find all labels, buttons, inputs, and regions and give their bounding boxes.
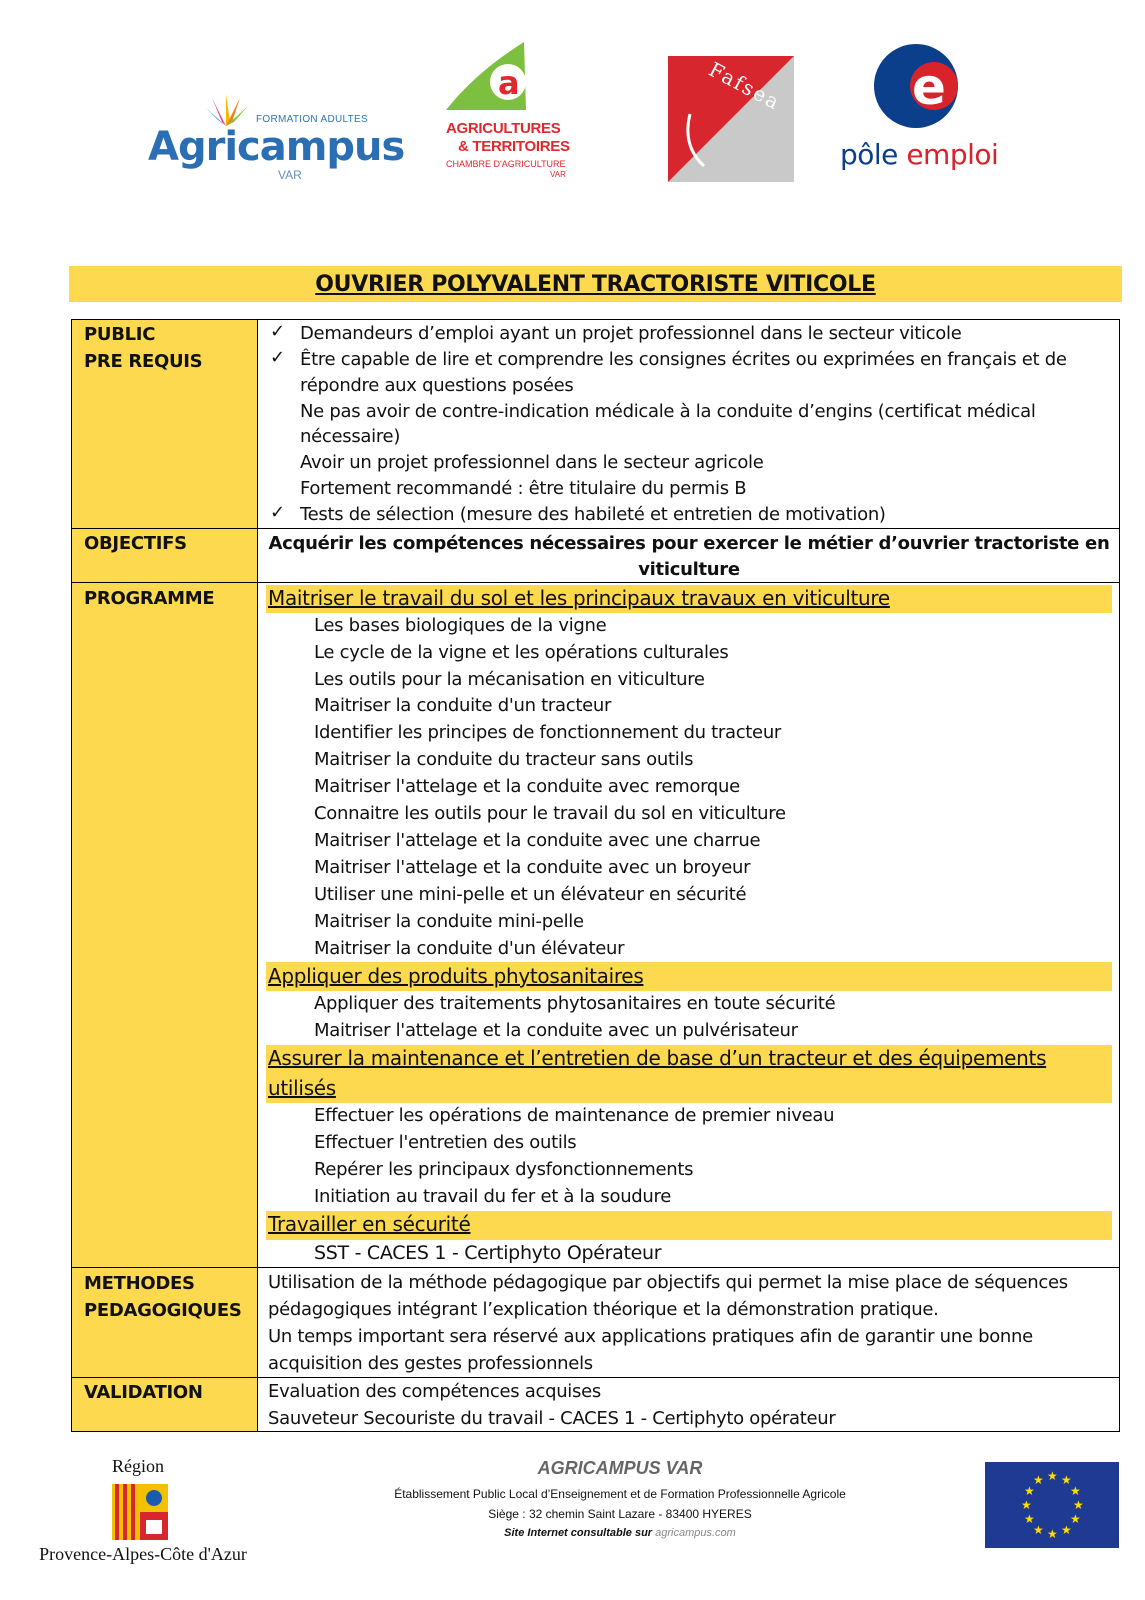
pole-emploi-logo [840, 42, 1020, 182]
svg-text:★: ★ [1073, 1498, 1084, 1512]
svg-text:★: ★ [1061, 1523, 1072, 1537]
svg-text:★: ★ [1024, 1512, 1035, 1526]
programme-item: Initiation au travail du fer et à la soudure [314, 1186, 672, 1207]
svg-text:★: ★ [1033, 1473, 1044, 1487]
agricampus-name: Agricampus [148, 124, 405, 170]
label-column [72, 320, 258, 1431]
section-title: Maitriser le travail du sol et les principaux travaux en viticulture [268, 586, 890, 610]
row-label-pedagogiques: PEDAGOGIQUES [84, 1300, 242, 1321]
agricultures-line1: AGRICULTURES [446, 120, 561, 137]
agricultures-a-icon [446, 42, 536, 114]
validation-line: Evaluation des compétences acquises [268, 1381, 601, 1402]
svg-text:★: ★ [1033, 1523, 1044, 1537]
public-line: Tests de sélection (mesure des habileté et entretien de motivation) [300, 504, 886, 525]
section-title: utilisés [268, 1076, 336, 1100]
row-label-methodes: METHODES [84, 1273, 195, 1294]
pole-word: pôle [840, 138, 907, 171]
public-line: Avoir un projet professionnel dans le secteur agricole [300, 452, 764, 473]
page-title: OUVRIER POLYVALENT TRACTORISTE VITICOLE [315, 272, 876, 297]
programme-item: Maitriser la conduite mini-pelle [314, 911, 584, 932]
row-label-programme: PROGRAMME [84, 588, 215, 609]
footer-address [360, 1458, 880, 1539]
validation-line: Sauveteur Secouriste du travail - CACES 1 - Certiphyto opérateur [268, 1408, 836, 1429]
region-logo [28, 1456, 258, 1596]
svg-text:e: e [912, 58, 946, 116]
programme-item: Les outils pour la mécanisation en viticulture [314, 669, 705, 690]
programme-item: Le cycle de la vigne et les opérations culturales [314, 642, 729, 663]
footer-org: AGRICAMPUS VAR [537, 1458, 703, 1478]
programme-item: Maitriser l'attelage et la conduite avec un pulvérisateur [314, 1020, 798, 1041]
footer-site [360, 1527, 880, 1539]
svg-text:★: ★ [1070, 1484, 1081, 1498]
programme-item: Connaitre les outils pour le travail du sol en viticulture [314, 803, 786, 824]
programme-item: Identifier les principes de fonctionnement du tracteur [314, 722, 782, 743]
svg-text:★: ★ [1061, 1473, 1072, 1487]
agricampus-subtitle: FORMATION ADULTES [256, 114, 368, 125]
eu-stars-icon [985, 1462, 1119, 1548]
programme-item: Maitriser la conduite du tracteur sans outils [314, 749, 694, 770]
programme-item: Repérer les principaux dysfonctionnements [314, 1159, 694, 1180]
check-icon: ✓ [270, 347, 286, 368]
programme-item: Utiliser une mini-pelle et un élévateur en sécurité [314, 884, 747, 905]
public-line: Être capable de lire et comprendre les consignes écrites ou exprimées en français et de [300, 349, 1067, 370]
objectif-line: viticulture [638, 559, 740, 580]
programme-item: Effectuer les opérations de maintenance de premier niveau [314, 1105, 835, 1126]
row-divider [72, 528, 1119, 529]
programme-item: SST - CACES 1 - Certiphyto Opérateur [314, 1242, 662, 1264]
public-line: Ne pas avoir de contre-indication médicale à la conduite d’engins (certificat médical [300, 401, 1036, 422]
row-label-public: PUBLIC [84, 324, 156, 345]
section-title: Assurer la maintenance et l’entretien de base d’un tracteur et des équipements [268, 1046, 1047, 1070]
svg-text:a: a [498, 64, 520, 102]
eu-flag-icon [985, 1462, 1119, 1548]
svg-text:★: ★ [1024, 1484, 1035, 1498]
public-line: nécessaire) [300, 426, 401, 447]
footer-siege: Siège : 32 chemin Saint Lazare - 83400 HYERES [488, 1507, 752, 1521]
agricampus-place: VAR [278, 168, 302, 182]
programme-item: Maitriser la conduite d'un élévateur [314, 938, 625, 959]
footer-site-label: Site Internet consultable sur [504, 1527, 656, 1539]
programme-item: Effectuer l'entretien des outils [314, 1132, 577, 1153]
public-line: répondre aux questions posées [300, 375, 574, 396]
agricultures-line2: & TERRITOIRES [458, 138, 570, 155]
footer-site-url: agricampus.com [655, 1527, 736, 1539]
public-line: Fortement recommandé : être titulaire du permis B [300, 478, 747, 499]
programme-item: Appliquer des traitements phytosanitaires en toute sécurité [314, 993, 836, 1014]
methodes-line: acquisition des gestes professionnels [268, 1353, 593, 1374]
methodes-line: Utilisation de la méthode pédagogique par objectifs qui permet la mise place de séquences [268, 1272, 1068, 1293]
svg-text:★: ★ [1070, 1512, 1081, 1526]
objectif-line: Acquérir les compétences nécessaires pour exercer le métier d’ouvrier tractoriste en [268, 533, 1110, 554]
section-title: Appliquer des produits phytosanitaires [268, 964, 644, 988]
pole-emploi-e-icon [868, 42, 966, 132]
programme-table [71, 319, 1120, 1432]
svg-text:★: ★ [1047, 1469, 1058, 1483]
programme-item: Les bases biologiques de la vigne [314, 615, 607, 636]
agricultures-line3: CHAMBRE D'AGRICULTURE [446, 159, 566, 169]
agricultures-line4: VAR [550, 170, 566, 179]
flower-icon [198, 94, 254, 128]
emploi-word: emploi [906, 138, 999, 171]
pole-emploi-name [840, 138, 998, 171]
row-label-objectifs: OBJECTIFS [84, 533, 187, 554]
methodes-line: pédagogiques intégrant l’explication théorique et la démonstration pratique. [268, 1299, 939, 1320]
title-bar [69, 266, 1122, 302]
check-icon: ✓ [270, 502, 286, 523]
check-icon: ✓ [270, 321, 286, 342]
programme-item: Maitriser l'attelage et la conduite avec remorque [314, 776, 740, 797]
programme-item: Maitriser la conduite d'un tracteur [314, 695, 612, 716]
agricampus-logo [148, 96, 405, 182]
agricultures-logo [446, 42, 576, 182]
row-label-validation: VALIDATION [84, 1382, 203, 1403]
programme-item: Maitriser l'attelage et la conduite avec un broyeur [314, 857, 751, 878]
section-title: Travailler en sécurité [268, 1212, 471, 1236]
programme-item: Maitriser l'attelage et la conduite avec une charrue [314, 830, 761, 851]
row-divider [72, 1377, 1119, 1378]
fafsea-name: Fafsea [704, 57, 785, 115]
methodes-line: Un temps important sera réservé aux applications pratiques afin de garantir une bonne [268, 1326, 1033, 1347]
region-name: Provence-Alpes-Côte d'Azur [39, 1544, 247, 1564]
public-line: Demandeurs d’emploi ayant un projet professionnel dans le secteur viticole [300, 323, 962, 344]
fafsea-logo [668, 56, 794, 182]
svg-text:★: ★ [1047, 1527, 1058, 1541]
footer-establishment: Établissement Public Local d’Enseignement et de Formation Professionnelle Agricole [394, 1487, 846, 1501]
region-coat-of-arms-icon [112, 1484, 168, 1540]
region-word: Région [112, 1456, 164, 1476]
row-divider [72, 1267, 1119, 1268]
svg-text:★: ★ [1021, 1498, 1032, 1512]
row-label-prerequis: PRE REQUIS [84, 351, 203, 372]
